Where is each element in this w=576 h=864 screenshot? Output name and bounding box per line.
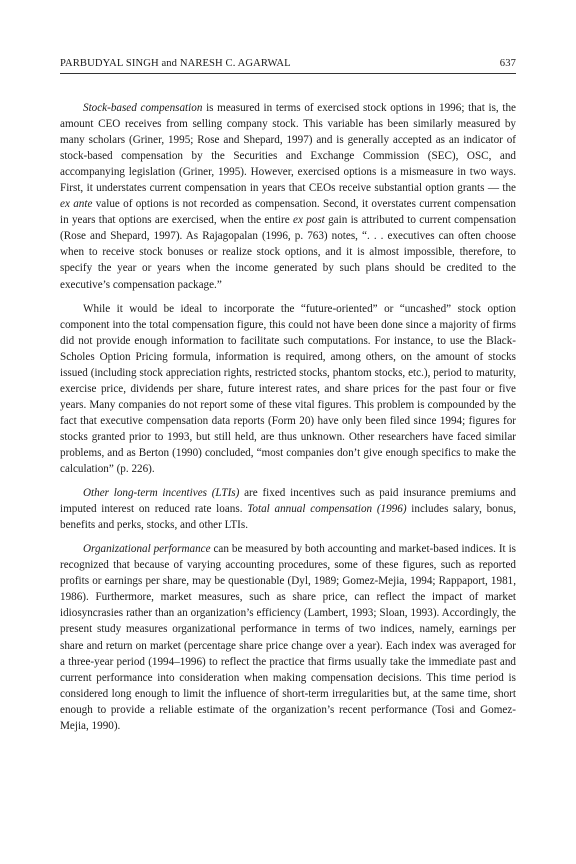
- running-header-authors: PARBUDYAL SINGH and NARESH C. AGARWAL: [60, 58, 291, 69]
- paragraph-option-valuation: While it would be ideal to incorporate the “future-oriented” or “uncashed” stock option component into the total compensation figure, this could not have been done since a majority of firms did not provide enough information to facilitate such computations. For instance, to use the Black-Scholes Option Pricing formula, information is required, among others, on the amount of stocks issued (including stock appreciation rights, restricted stocks, phantom stocks, etc.), period to maturity, exercise price, dividends per share, future interest rates, and share prices for the past four or five years. Many companies do not report some of these vital figures. This problem is compounded by the fact that executive compensation data reports (Form 20) have only been filed since 1994; figures for stocks granted prior to 1993, but still held, are thus unknown. Other researchers have faced similar problems, and as Berton (1990) concluded, “most companies don’t give enough specifics to make the calculation” (p. 226).: [60, 302, 516, 476]
- page-number: 637: [499, 58, 516, 69]
- term-total-annual-compensation: Total annual compensation (1996): [247, 503, 407, 516]
- term-organizational-performance: Organizational performance: [83, 543, 211, 556]
- paragraph-text: value of options is not recorded as compensation. Second, it overstates current compensation in years that options are exercised, when the entire: [60, 198, 516, 227]
- paragraph-stock-based-compensation: [60, 100, 516, 293]
- paragraph-organizational-performance: [60, 541, 516, 734]
- journal-page: [60, 58, 516, 742]
- paragraph-text: includes salary, bonus, benefits and perks, stocks, and other LTIs.: [60, 503, 517, 532]
- paragraph-text: are fixed incentives such as paid insurance premiums and imputed interest on reduced rate loans.: [60, 487, 516, 516]
- body-text: [60, 100, 516, 734]
- running-header: [60, 58, 516, 74]
- paragraph-text: can be measured by both accounting and market-based indices. It is recognized that because of varying accounting procedures, some of these figures, such as reported profits or earnings per share, may be questionable (Dyl, 1989; Gomez-Mejia, 1994; Rappaport, 1981, 1986). Furthermore, market measures, such as share price, can reflect the impact of market idiosyncrasies rather than an organization’s efficiency (Lambert, 1993; Sloan, 1993). Accordingly, the present study measures organizational performance in terms of two indices, namely, earnings per share and return on market (percentage share price change over a year). Each index was averaged for a three-year period (1994–1996) to reflect the practice that firms usually take the immediate past and current performance into consideration when making compensation decisions. This time period is considered long enough to limit the influence of short-term irregularities but, at the same time, short enough to provide a reliable estimate of the organization’s recent performance (Tosi and Gomez-Mejia, 1990).: [60, 543, 516, 732]
- term-stock-based-compensation: Stock-based compensation: [83, 102, 203, 114]
- paragraph-other-ltis: [60, 485, 516, 533]
- italic-phrase: ex ante: [60, 198, 93, 211]
- paragraph-text: is measured in terms of exercised stock options in 1996; that is, the amount CEO receives from selling company stock. This variable has been similarly measured by many scholars (Griner, 1995; Rose and Shepard, 1997) and is generally accepted as an indicator of stock-based compensation by the Securities and Exchange Commission (SEC), OSC, and accompanying legislation (Griner, 1995). However, exercised options is a mismeasure in two ways. First, it understates current compensation in years that CEOs receive substantial option grants — the: [60, 102, 516, 195]
- paragraph-text: gain is attributed to current compensation (Rose and Shepard, 1997). As Rajagopalan (1996, p. 763) notes, “. . . executives can often choose when to receive stock bonuses or realize stock options, and it is almost impossible, therefore, to specify the year or years when the income generated by such plans should be credited to the executive’s compensation package.”: [60, 214, 517, 291]
- term-other-ltis: Other long-term incentives (LTIs): [83, 487, 240, 500]
- italic-phrase: ex post: [293, 214, 325, 227]
